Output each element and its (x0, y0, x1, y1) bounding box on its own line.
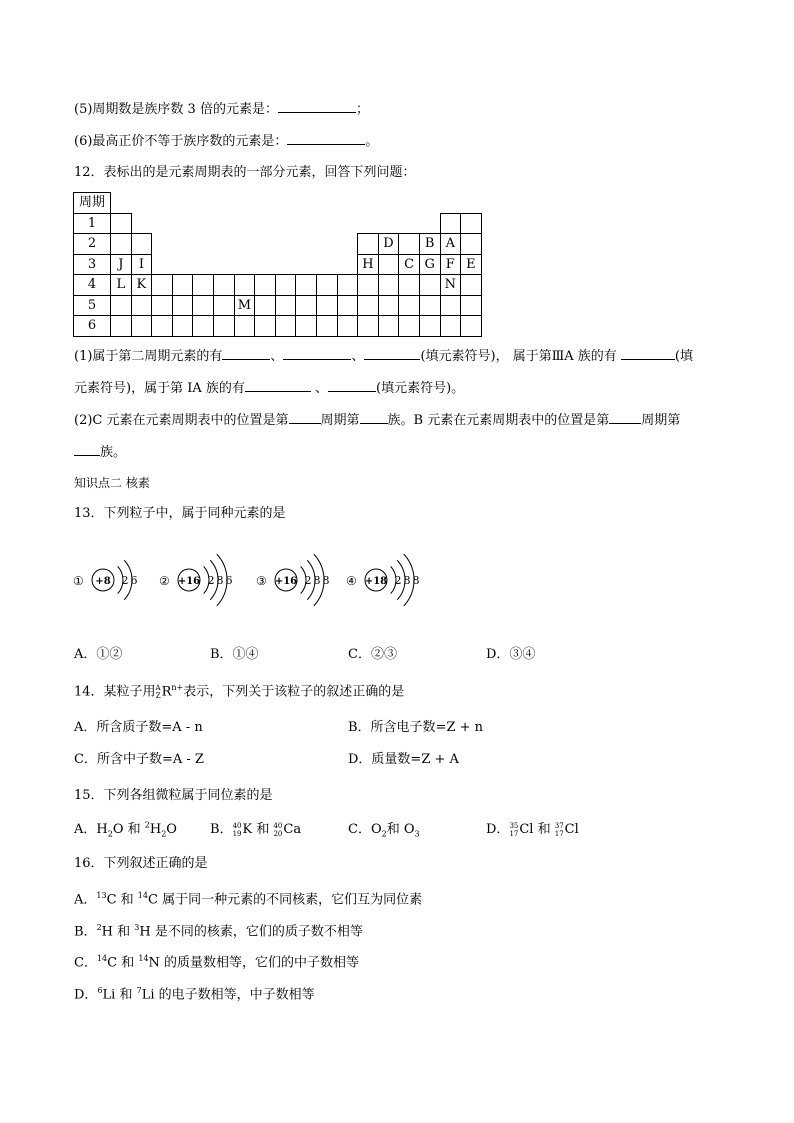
diagram-label: ① (73, 574, 84, 588)
atomic-structure-diagrams (70, 536, 430, 624)
q16-option-d[interactable]: D．$^6$Li 和 $^7$Li 的电子数相等，中子数相等 (74, 986, 315, 1003)
q11-item5: (5)周期数是族序数 3 倍的元素是： ； (74, 102, 369, 117)
nucleus-charge: +8 (95, 576, 111, 587)
q14-option-d[interactable]: D．质量数=Z + A (348, 752, 459, 767)
shell-electron-count: 2 (207, 574, 215, 587)
answer-blank[interactable] (283, 347, 351, 360)
answer-blank[interactable] (360, 411, 388, 424)
diagram-label: ② (159, 574, 170, 588)
q14-option-c[interactable]: C．所含中子数=A - Z (74, 752, 204, 767)
nucleus-charge: +16 (274, 576, 298, 587)
q11-item6: (6)最高正价不等于族序数的元素是： 。 (74, 134, 379, 149)
q14-option-b[interactable]: B．所含电子数=Z + n (348, 720, 484, 735)
answer-blank[interactable] (245, 379, 311, 392)
q15-option-a[interactable]: A．$H_2O$ 和 $^2H_2O$ (74, 820, 177, 839)
q16-option-b[interactable]: B．$^2$H 和 $^3$H 是不同的核素，它们的质子数不相等 (74, 923, 363, 940)
periodic-table: 周期 1 2 D B A 3 J I H C G F E 4 L K N 5 M 6 (73, 192, 482, 337)
shell-electron-count: 2 (394, 574, 402, 587)
answer-blank[interactable] (364, 347, 420, 360)
diagram-label: ③ (256, 574, 267, 588)
table-header: 周期 (74, 193, 111, 214)
q12-sub2-line1: (2)C 元素在元素周期表中的位置是第 周期第 族。B 元素在元素周期表中的位置是第 周期第 (74, 413, 681, 428)
q16-title: 16．下列叙述正确的是 (74, 856, 208, 871)
q13-option-a[interactable]: A．①② (74, 647, 123, 662)
shell-electron-count: 6 (130, 574, 138, 587)
q13-option-b[interactable]: B．①④ (210, 647, 259, 662)
shell-electron-count: 8 (403, 574, 411, 587)
shell-electron-count: 8 (412, 574, 420, 587)
q13-option-c[interactable]: C．②③ (348, 647, 397, 662)
answer-blank[interactable] (278, 100, 356, 113)
q12-title: 12．表标出的是元素周期表的一部分元素，回答下列问题： (74, 165, 416, 180)
answer-blank[interactable] (74, 443, 100, 456)
q16-option-c[interactable]: C．$^{14}$C 和 $^{14}$N 的质量数相等，它们的中子数相等 (74, 954, 360, 971)
q12-sub1-line2: 元素符号)，属于第 IA 族的有 、 (填元素符号)。 (74, 381, 465, 396)
shell-electron-count: 8 (313, 574, 321, 587)
nucleus-charge: +16 (177, 576, 201, 587)
answer-blank[interactable] (328, 379, 376, 392)
q13-option-d[interactable]: D．③④ (486, 647, 536, 662)
shell-electron-count: 8 (216, 574, 224, 587)
answer-blank[interactable] (621, 347, 675, 360)
q14-title: 14．某粒子用A $ZR^{n+}$表示，下列关于该粒子的叙述正确的是 (74, 683, 405, 700)
q13-title: 13．下列粒子中，属于同种元素的是 (74, 506, 286, 521)
shell-electron-count: 8 (322, 574, 330, 587)
q15-title: 15．下列各组微粒属于同位素的是 (74, 788, 273, 803)
q15-option-d[interactable]: D．35 17Cl 和 37 17Cl (486, 821, 579, 838)
q14-option-a[interactable]: A．所含质子数=A - n (74, 720, 203, 735)
shell-electron-count: 2 (304, 574, 312, 587)
q15-option-c[interactable]: C．$O_2$和 $O_3$ (348, 822, 420, 839)
shell-electron-count: 2 (121, 574, 129, 587)
q16-option-a[interactable]: A．$^{13}$C 和 $^{14}$C 属于同一种元素的不同核素，它们互为同位素 (74, 891, 423, 908)
q12-sub2-line2: 族。 (74, 443, 126, 462)
shell-electron-count: 6 (225, 574, 233, 587)
diagram-label: ④ (346, 574, 357, 588)
q12-sub1-line1: (1)属于第二周期元素的有 、 、 (填元素符号)， 属于第ⅢA 族的有 (填 (74, 349, 693, 364)
nucleus-charge: +18 (364, 576, 388, 587)
answer-blank[interactable] (222, 347, 270, 360)
q15-option-b[interactable]: B．40 19K 和 40 20Ca (210, 821, 302, 838)
answer-blank[interactable] (287, 132, 365, 145)
answer-blank[interactable] (289, 411, 321, 424)
section-heading: 知识点二 核素 (74, 476, 150, 490)
answer-blank[interactable] (609, 411, 641, 424)
